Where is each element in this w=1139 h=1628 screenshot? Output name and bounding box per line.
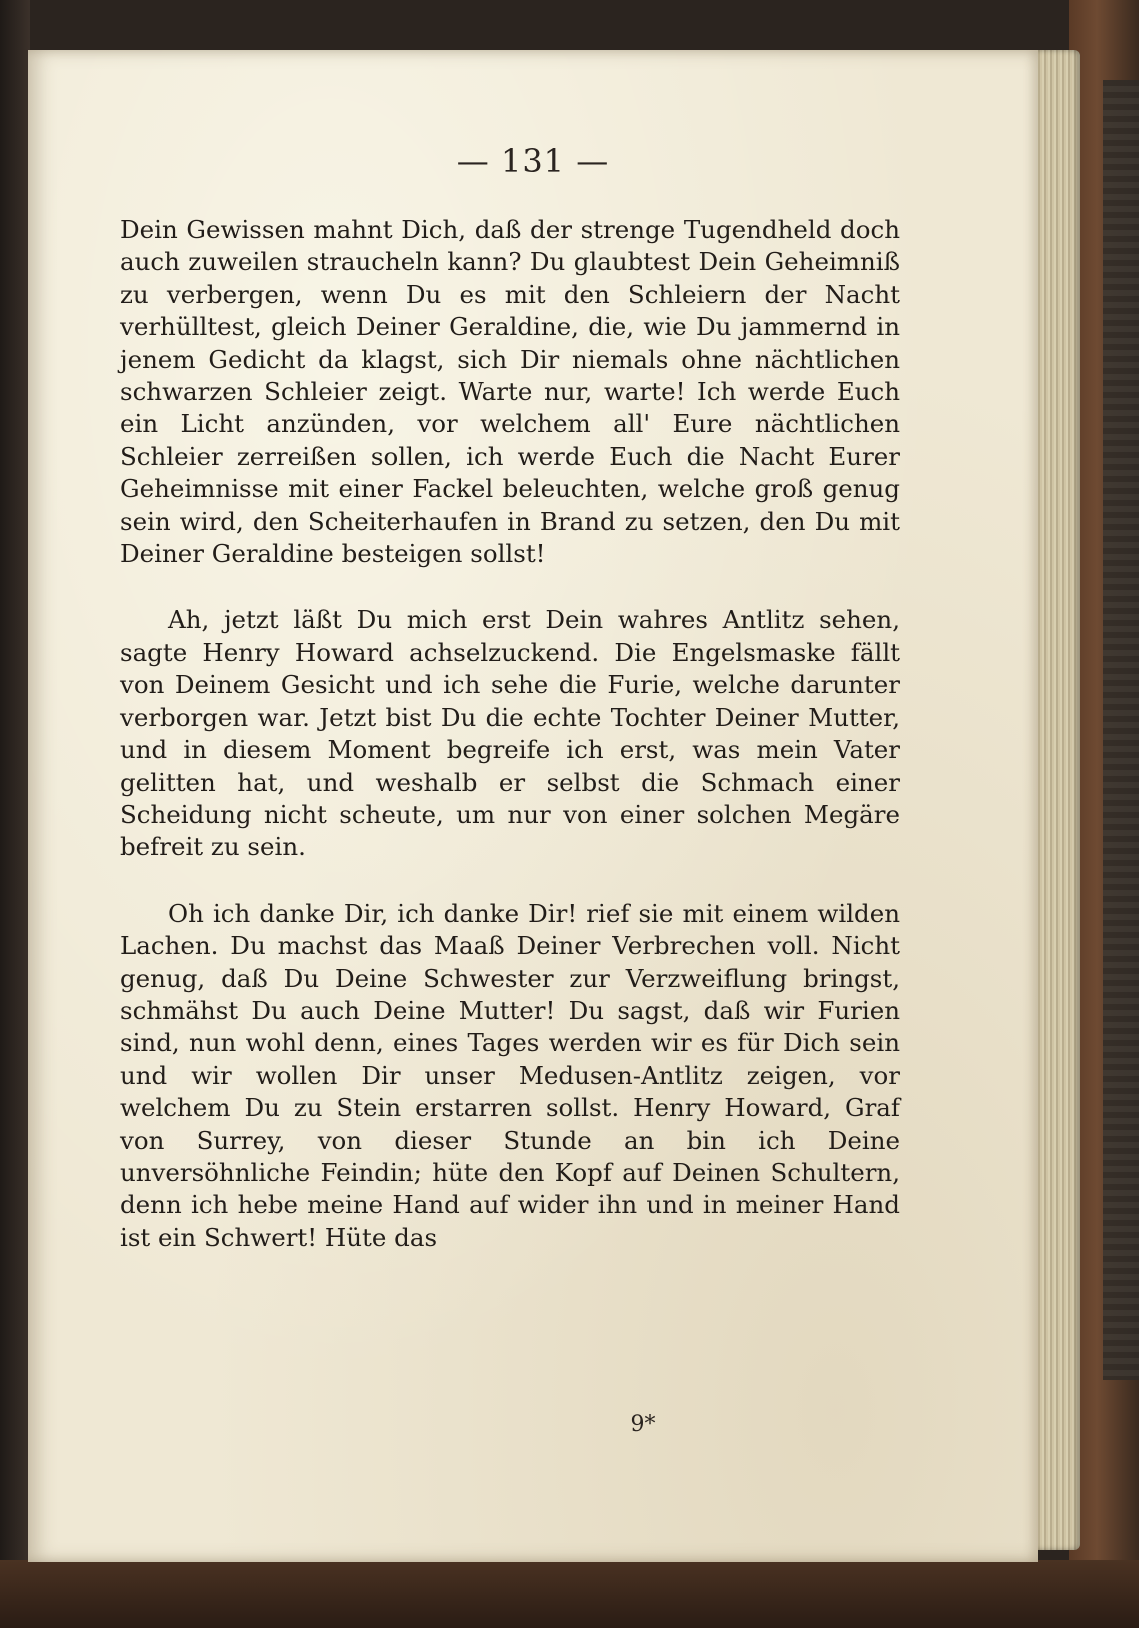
paragraph-text: Ah, jetzt läßt Du mich erst Dein wahres Antlitz sehen, sagte Henry Howard achselzuckend. Die Engelsmaske fällt von Deinem Gesicht und ich sehe die Furie, welche darunter verborgen war. Jetzt bist Du die echte Tochter Deiner Mutter, und in diesem Moment begreife ich erst, was mein Vater gelitten hat, und weshalb er selbst die Schmach einer Scheidung nicht scheute, um nur von einer solchen Megäre befreit zu sein. (120, 605, 900, 862)
paragraph (120, 604, 900, 863)
book-page (28, 50, 1038, 1562)
page-body-text (120, 214, 900, 1288)
paragraph (120, 214, 900, 570)
paragraph-text: Dein Gewissen mahnt Dich, daß der strenge Tugendheld doch auch zuweilen straucheln kann? Du glaubtest Dein Geheimniß zu verbergen, wenn Du es mit den Schleiern der Nacht verhülltest, gleich Deiner Geraldine, die, wie Du jammernd in jenem Gedicht da klagst, sich Dir niemals ohne nächtlichen schwarzen Schleier zeigt. Warte nur, warte! Ich werde Euch ein Licht anzünden, vor welchem all' Eure nächtlichen Schleier zerreißen sollen, ich werde Euch die Nacht Eurer Geheimnisse mit einer Fackel beleuchten, welche groß genug sein wird, den Scheiterhaufen in Brand zu setzen, den Du mit Deiner Geraldine besteigen sollst! (120, 215, 900, 569)
paragraph-text: Oh ich danke Dir, ich danke Dir! rief sie mit einem wilden Lachen. Du machst das Maaß Deiner Verbrechen voll. Nicht genug, daß Du Deine Schwester zur Verzweiflung bringst, schmähst Du auch Deine Mutter! Du sagst, daß wir Furien sind, nun wohl denn, eines Tages werden wir es für Dich sein und wir wollen Dir unser Medusen-Antlitz zeigen, vor welchem Du zu Stein erstarren sollst. Henry Howard, Graf von Surrey, von dieser Stunde an bin ich Deine unversöhnliche Feindin; hüte den Kopf auf Deinen Schultern, denn ich hebe meine Hand auf wider ihn und in meiner Hand ist ein Schwert! Hüte das (120, 898, 900, 1252)
page-number: — 131 — (456, 142, 610, 180)
paragraph (120, 898, 900, 1254)
book-cover-bottom-edge (0, 1560, 1139, 1628)
printer-signature-mark: 9* (630, 1412, 656, 1437)
book-cover-texture (1103, 80, 1139, 1380)
book-cover-left-edge (0, 0, 30, 1628)
